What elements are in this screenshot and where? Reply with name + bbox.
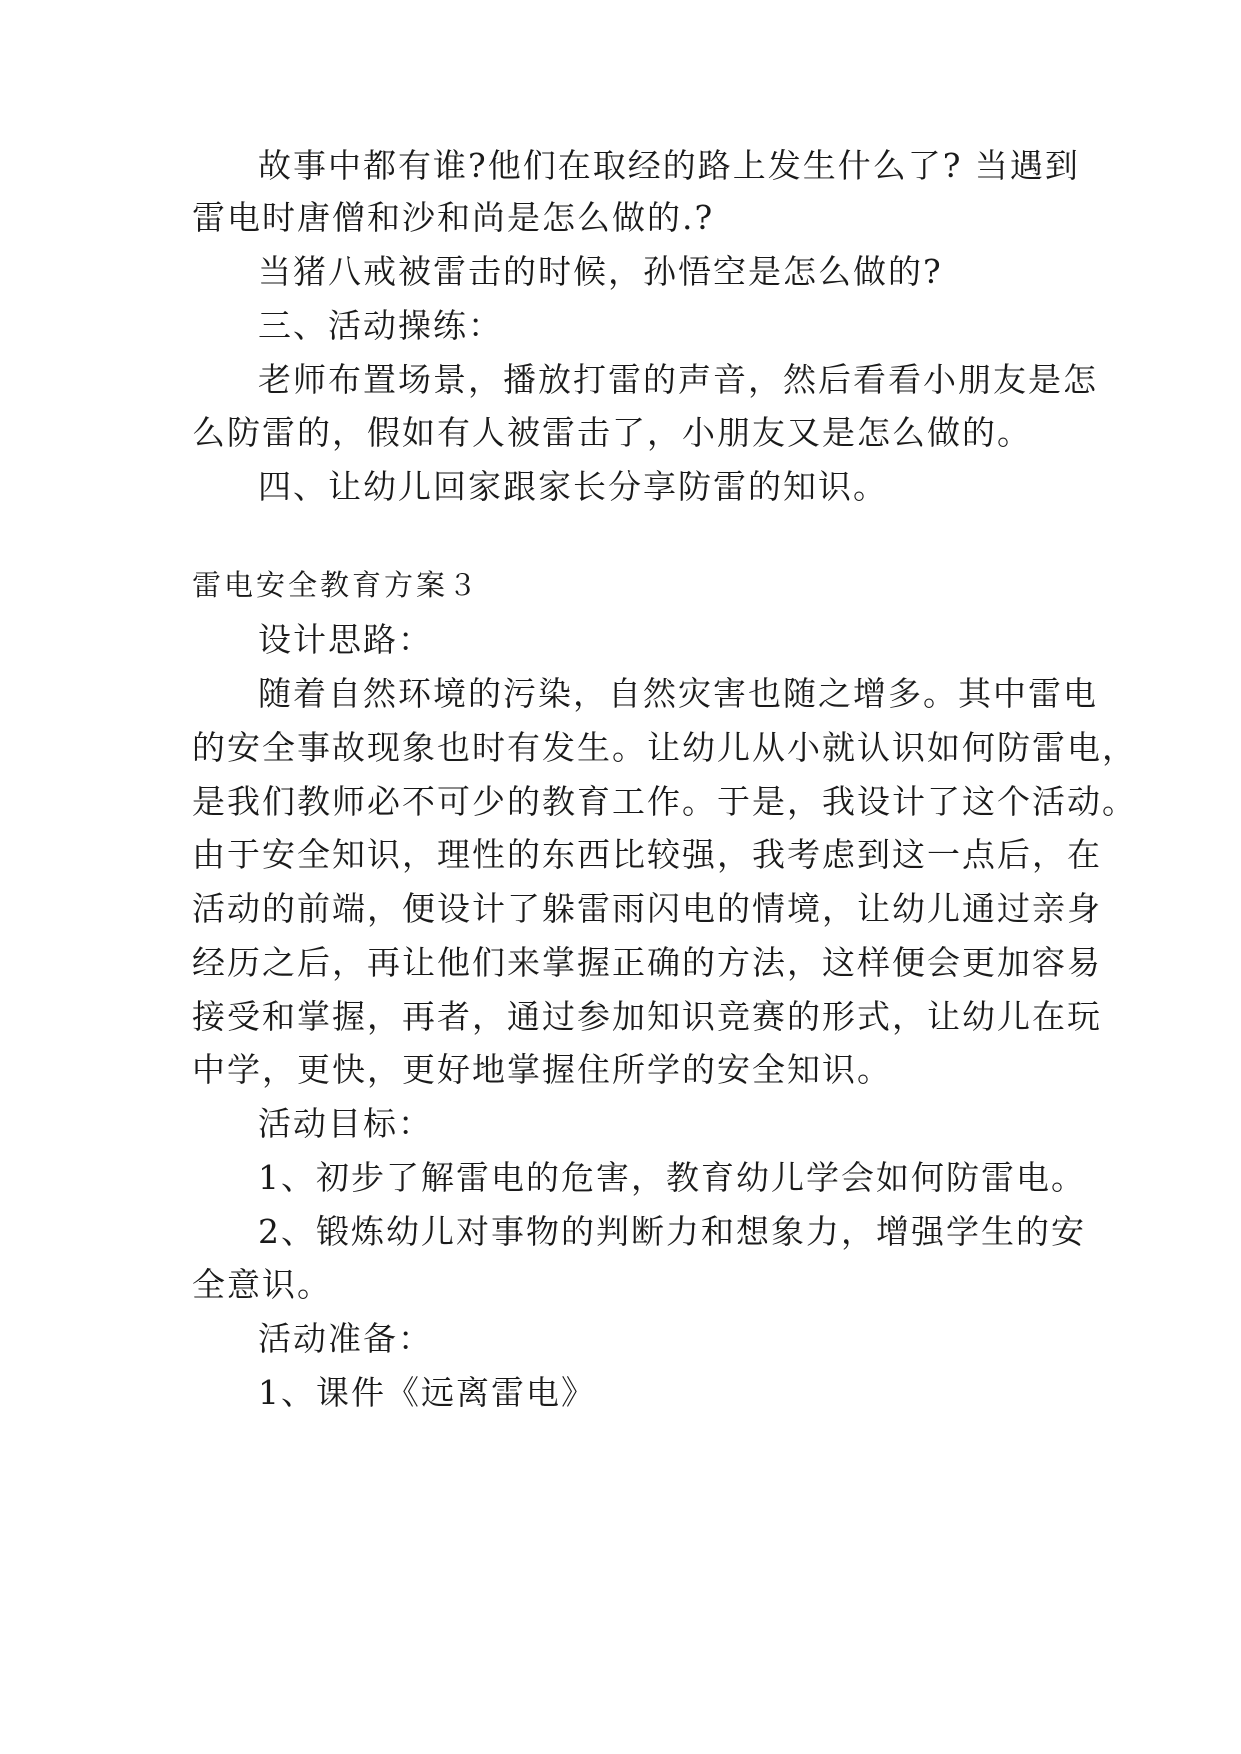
paragraph-line: 接受和掌握，再者，通过参加知识竞赛的形式，让幼儿在玩 (192, 997, 1102, 1036)
paragraph-line: 随着自然环境的污染，自然灾害也随之增多。其中雷电 (258, 674, 1098, 713)
paragraph-line: 四、让幼儿回家跟家长分享防雷的知识。 (258, 467, 888, 506)
paragraph-line: 故事中都有谁?他们在取经的路上发生什么了? 当遇到 (258, 146, 1080, 185)
subheading-line: 活动准备： (258, 1319, 433, 1358)
paragraph-line: 由于安全知识，理性的东西比较强，我考虑到这一点后，在 (192, 835, 1102, 874)
paragraph-line: 是我们教师必不可少的教育工作。于是，我设计了这个活动。 (192, 782, 1137, 821)
paragraph-line: 老师布置场景，播放打雷的声音，然后看看小朋友是怎 (258, 360, 1098, 399)
paragraph-line: 当猪八戒被雷击的时候，孙悟空是怎么做的? (258, 252, 943, 291)
paragraph-line: 雷电时唐僧和沙和尚是怎么做的.? (192, 198, 715, 237)
list-item-continuation: 全意识。 (192, 1265, 332, 1304)
paragraph-line: 的安全事故现象也时有发生。让幼儿从小就认识如何防雷电， (192, 728, 1137, 767)
list-item: 1、课件《远离雷电》 (258, 1373, 596, 1412)
paragraph-line: 中学，更快，更好地掌握住所学的安全知识。 (192, 1050, 892, 1089)
paragraph-line: 活动的前端，便设计了躲雷雨闪电的情境，让幼儿通过亲身 (192, 889, 1102, 928)
paragraph-line: 经历之后，再让他们来掌握正确的方法，这样便会更加容易 (192, 943, 1102, 982)
subheading-line: 设计思路： (258, 620, 433, 659)
list-item: 2、锻炼幼儿对事物的判断力和想象力，增强学生的安 (258, 1212, 1086, 1251)
subheading-line: 三、活动操练： (258, 306, 503, 345)
subheading-line: 活动目标： (258, 1104, 433, 1143)
paragraph-line: 么防雷的，假如有人被雷击了，小朋友又是怎么做的。 (192, 413, 1032, 452)
section-title: 雷电安全教育方案３ (192, 568, 481, 602)
list-item: 1、初步了解雷电的危害，教育幼儿学会如何防雷电。 (258, 1158, 1086, 1197)
